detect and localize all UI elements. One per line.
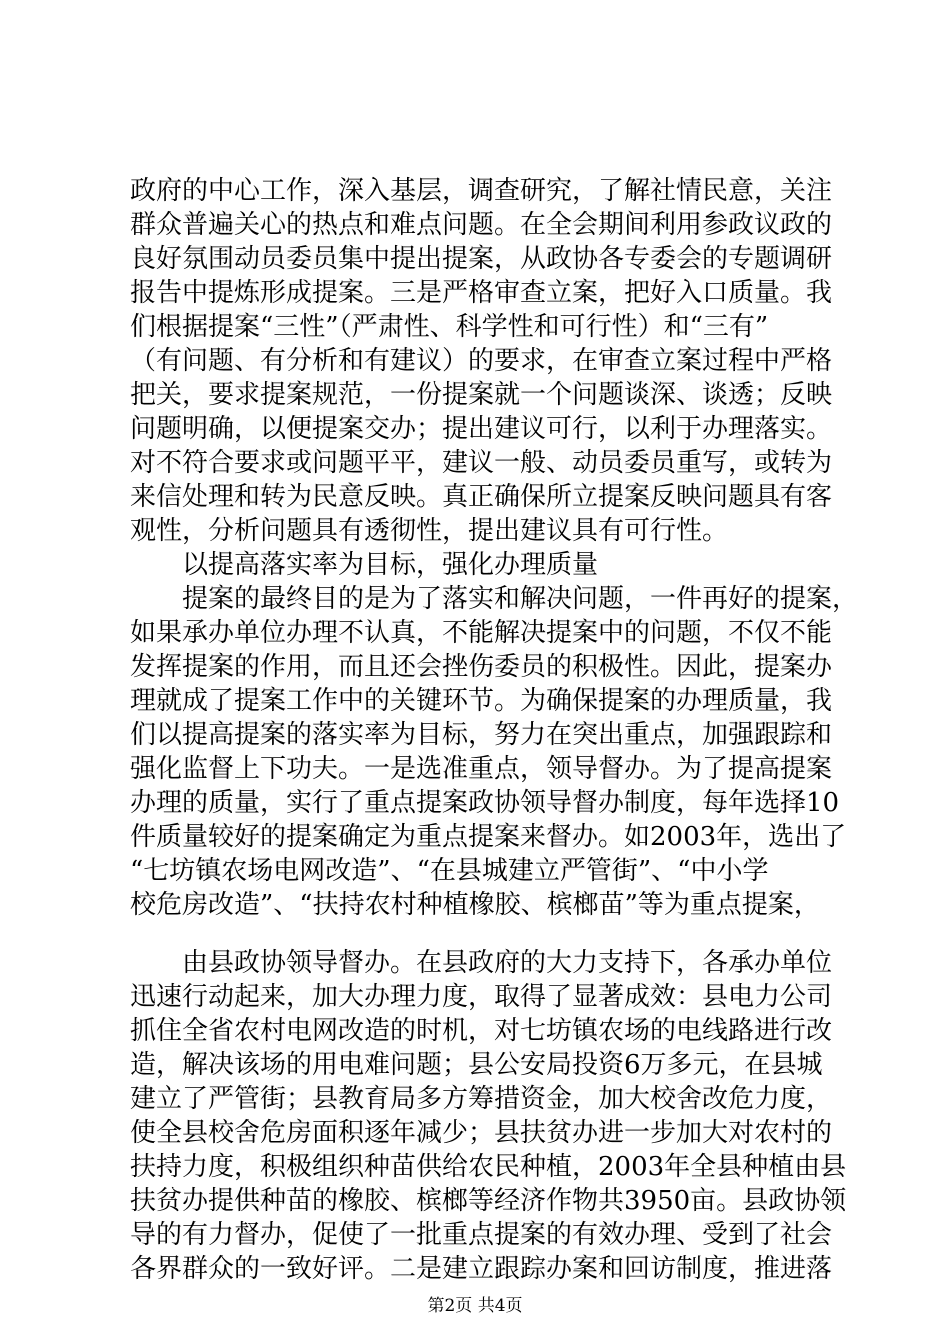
page-number-footer: 第2页 共4页	[427, 1296, 523, 1316]
text-line: 造，解决该场的用电难问题；县公安局投资6万多元，在县城	[130, 1050, 823, 1080]
text-line: 来信处理和转为民意反映。真正确保所立提案反映问题具有客	[130, 482, 833, 512]
text-line: 报告中提炼形成提案。三是严格审查立案，把好入口质量。我	[130, 278, 833, 308]
text-line: 对不符合要求或问题平平，建议一般、动员委员重写，或转为	[130, 448, 833, 478]
text-line: 观性，分析问题具有透彻性，提出建议具有可行性。	[130, 516, 729, 546]
text-line: 提案的最终目的是为了落实和解决问题，一件再好的提案，	[182, 584, 859, 614]
text-line: 抓住全省农村电网改造的时机，对七坊镇农场的电线路进行改	[130, 1016, 833, 1046]
text-line: 导的有力督办，促使了一批重点提案的有效办理、受到了社会	[130, 1220, 833, 1250]
section-heading: 以提高落实率为目标，强化办理质量	[182, 550, 599, 580]
text-line: 建立了严管街；县教育局多方筹措资金，加大校舍改危力度，	[130, 1084, 833, 1114]
text-line: 问题明确，以便提案交办；提出建议可行，以利于办理落实。	[130, 414, 833, 444]
text-line: 把关，要求提案规范，一份提案就一个问题谈深、谈透；反映	[130, 380, 833, 410]
text-line: 群众普遍关心的热点和难点问题。在全会期间利用参政议政的	[130, 210, 833, 240]
text-line: 发挥提案的作用，而且还会挫伤委员的积极性。因此，提案办	[130, 652, 833, 682]
text-line: 迅速行动起来，加大办理力度，取得了显著成效：县电力公司	[130, 982, 833, 1012]
text-line: 由县政协领导督办。在县政府的大力支持下，各承办单位	[182, 948, 833, 978]
text-line: “七坊镇农场电网改造”、“在县城建立严管街”、“中小学	[130, 856, 769, 886]
text-line: 理就成了提案工作中的关键环节。为确保提案的办理质量，我	[130, 686, 833, 716]
text-line: 校危房改造”、“扶持农村种植橡胶、槟榔苗”等为重点提案，	[130, 890, 820, 920]
text-line: 各界群众的一致好评。二是建立跟踪办案和回访制度，推进落	[130, 1254, 833, 1284]
text-line: 扶持力度，积极组织种苗供给农民种植，2003年全县种植由县	[130, 1152, 847, 1182]
text-line: 们以提高提案的落实率为目标，努力在突出重点，加强跟踪和	[130, 720, 833, 750]
text-line: 扶贫办提供种苗的橡胶、槟榔等经济作物共3950亩。县政协领	[130, 1186, 847, 1216]
text-line: （有问题、有分析和有建议）的要求，在审查立案过程中严格	[130, 346, 833, 376]
text-line: 办理的质量，实行了重点提案政协领导督办制度，每年选择10	[130, 788, 840, 818]
text-line: 使全县校舍危房面积逐年减少；县扶贫办进一步加大对农村的	[130, 1118, 833, 1148]
text-line: 良好氛围动员委员集中提出提案，从政协各专委会的专题调研	[130, 244, 833, 274]
text-line: 政府的中心工作，深入基层，调查研究，了解社情民意，关注	[130, 176, 833, 206]
text-line: 件质量较好的提案确定为重点提案来督办。如2003年，选出了	[130, 822, 847, 852]
text-line: 强化监督上下功夫。一是选准重点，领导督办。为了提高提案	[130, 754, 833, 784]
text-line: 们根据提案“三性”（严肃性、科学性和可行性）和“三有”	[130, 312, 769, 342]
text-line: 如果承办单位办理不认真，不能解决提案中的问题，不仅不能	[130, 618, 833, 648]
